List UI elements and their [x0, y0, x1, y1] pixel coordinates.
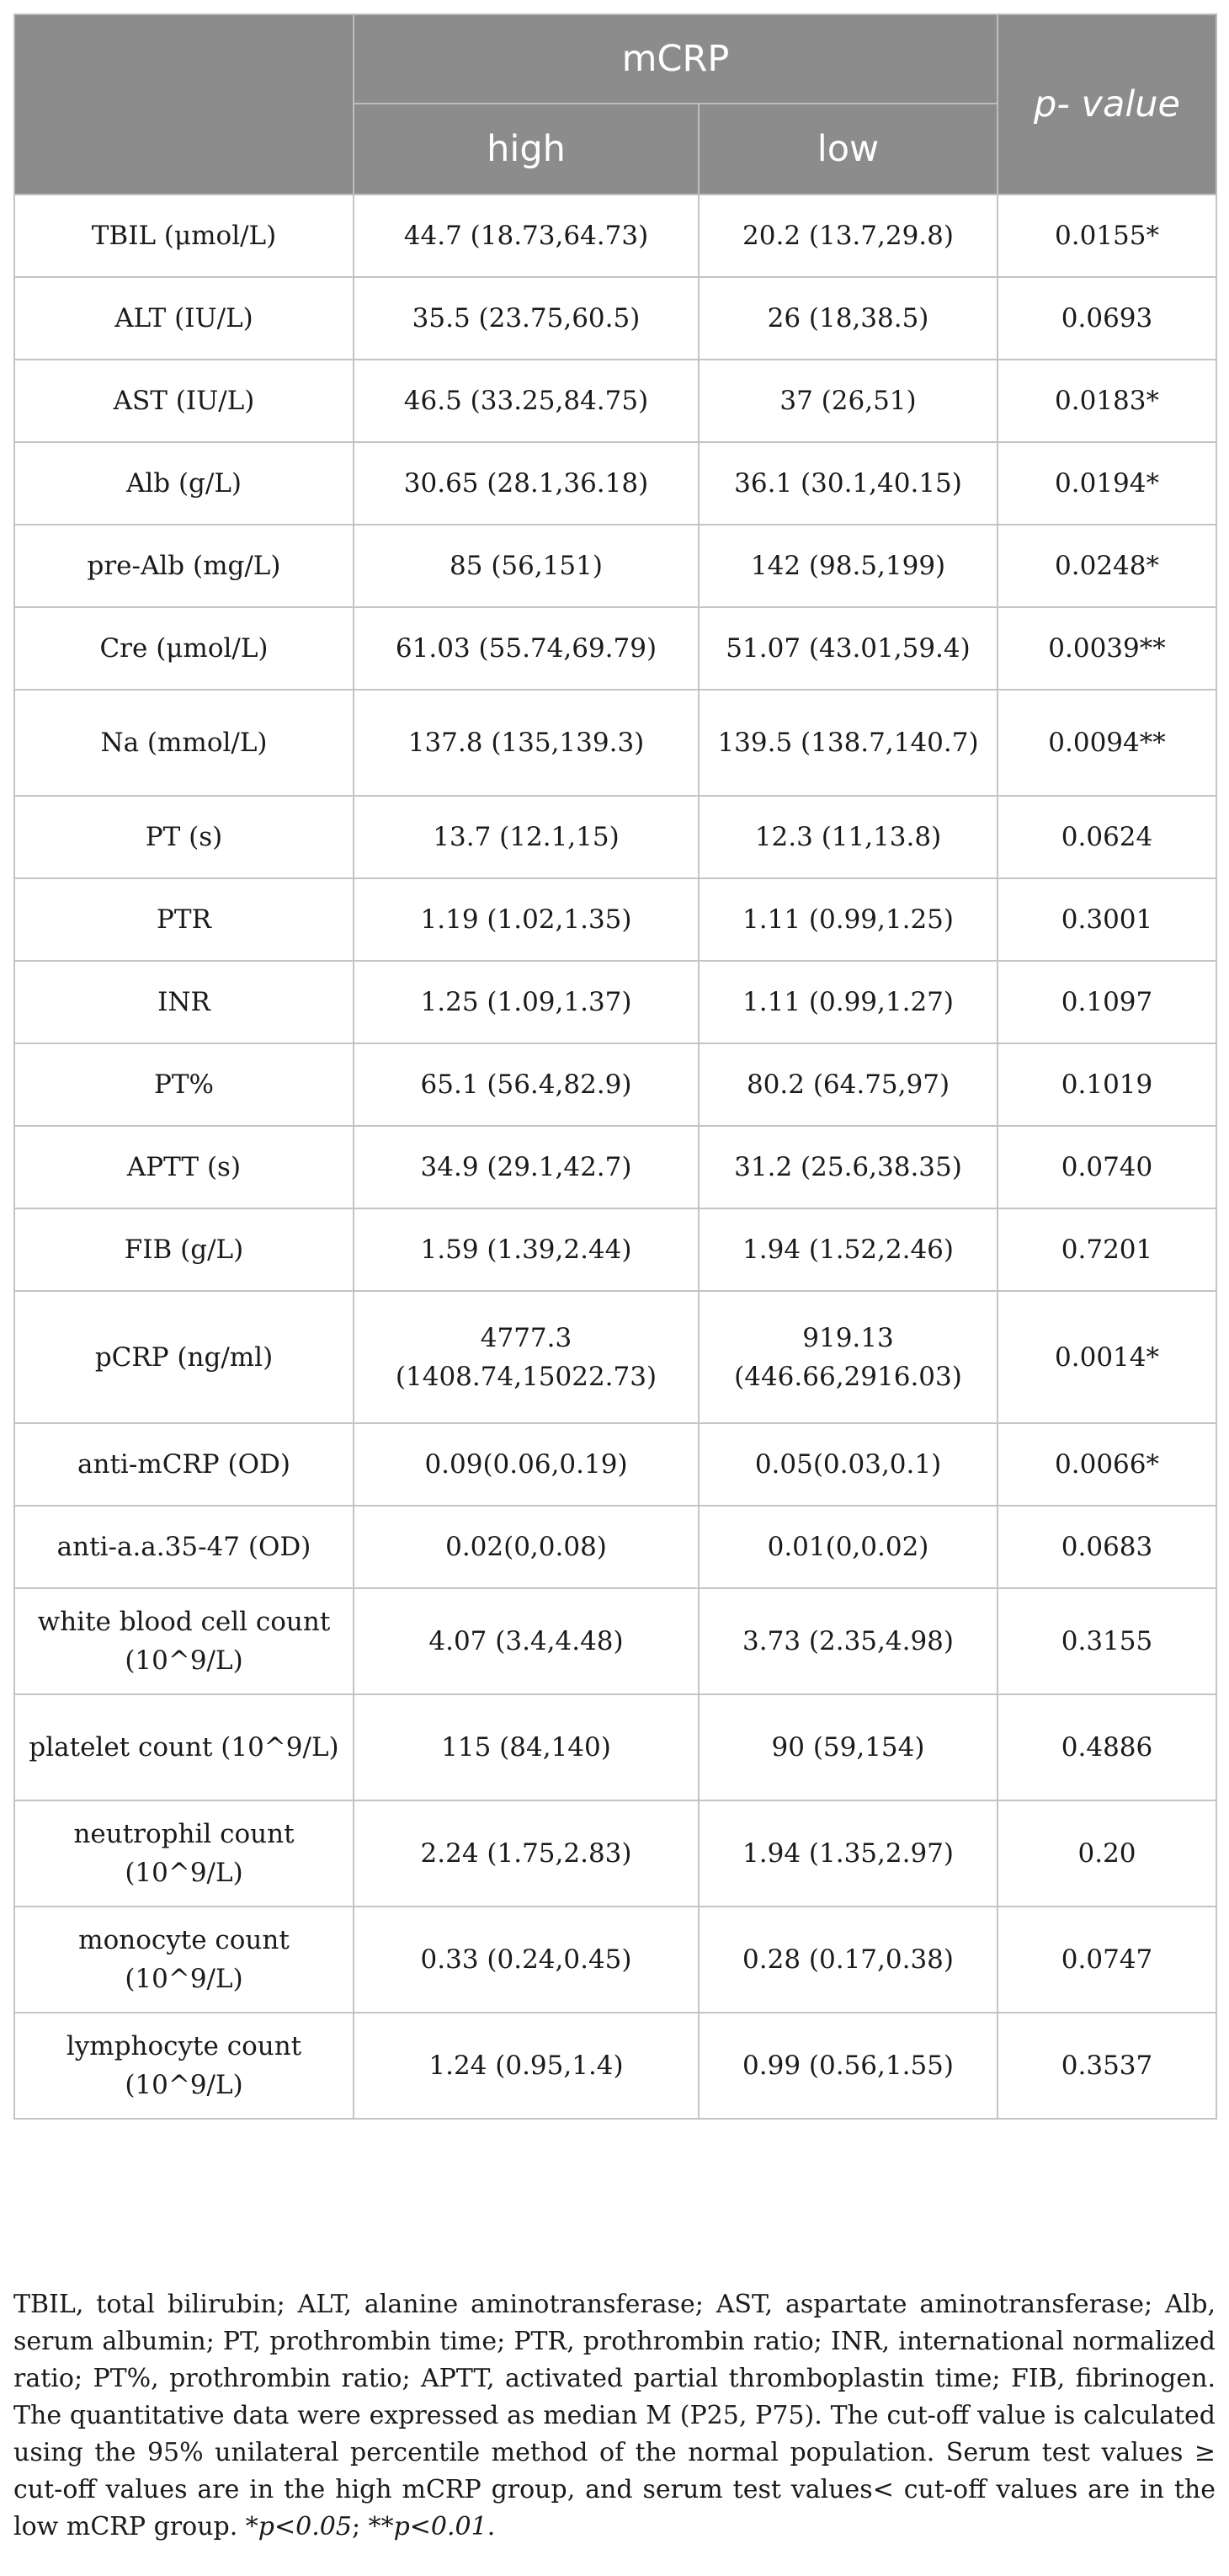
p-value: 0.0740 — [998, 1126, 1216, 1208]
table-row — [14, 1800, 1216, 1907]
high-value: 2.24 (1.75,2.83) — [354, 1800, 699, 1907]
table-row — [14, 878, 1216, 961]
p-value: 0.0693 — [998, 277, 1216, 360]
data-table — [13, 13, 1217, 2120]
table-footnote — [13, 2286, 1216, 2546]
low-value: 919.13 (446.66,2916.03) — [699, 1291, 998, 1423]
low-value: 12.3 (11,13.8) — [699, 796, 998, 878]
p-value: 0.3001 — [998, 878, 1216, 961]
header-low: low — [699, 104, 998, 195]
high-value: 65.1 (56.4,82.9) — [354, 1043, 699, 1126]
table-row — [14, 1208, 1216, 1291]
p-value: 0.20 — [998, 1800, 1216, 1907]
p-value: 0.0194* — [998, 442, 1216, 525]
low-value: 37 (26,51) — [699, 360, 998, 442]
high-value: 34.9 (29.1,42.7) — [354, 1126, 699, 1208]
low-value: 142 (98.5,199) — [699, 525, 998, 607]
table-row — [14, 1126, 1216, 1208]
row-label: PT (s) — [14, 796, 354, 878]
low-value: 31.2 (25.6,38.35) — [699, 1126, 998, 1208]
p-value: 0.0066* — [998, 1423, 1216, 1506]
table-row — [14, 442, 1216, 525]
table-row — [14, 796, 1216, 878]
table-row — [14, 525, 1216, 607]
high-value: 1.59 (1.39,2.44) — [354, 1208, 699, 1291]
table-row — [14, 195, 1216, 277]
row-label: neutrophil count (10^9/L) — [14, 1800, 354, 1907]
high-value: 1.25 (1.09,1.37) — [354, 961, 699, 1043]
row-label: PT% — [14, 1043, 354, 1126]
high-value: 61.03 (55.74,69.79) — [354, 607, 699, 690]
footnote-text: TBIL, total bilirubin; ALT, alanine aminotransferase; AST, aspartate aminotransferase; Alb, serum albumin; PT, prothrombin time; PTR, prothrombin ratio; INR, international normalized ratio; PT%, prothrombin ratio; APTT, activated partial thromboplastin time; FIB, fibrinogen. The quantitative data were expressed as median M (P25, P75). The cut-off value is calculated using the 95% unilateral percentile method of the normal population. Serum test values ≥ cut-off values are in the high mCRP group, and serum test values< cut-off values are in the low mCRP group. — [13, 2290, 1216, 2541]
high-value: 35.5 (23.75,60.5) — [354, 277, 699, 360]
high-value: 115 (84,140) — [354, 1694, 699, 1800]
high-value: 4.07 (3.4,4.48) — [354, 1588, 699, 1694]
footnote-sig2: **p<0.01 — [368, 2512, 487, 2541]
row-label: lymphocyte count (10^9/L) — [14, 2013, 354, 2119]
low-value: 0.05(0.03,0.1) — [699, 1423, 998, 1506]
low-value: 3.73 (2.35,4.98) — [699, 1588, 998, 1694]
low-value: 0.99 (0.56,1.55) — [699, 2013, 998, 2119]
low-value: 1.94 (1.52,2.46) — [699, 1208, 998, 1291]
low-value: 36.1 (30.1,40.15) — [699, 442, 998, 525]
table-row — [14, 1907, 1216, 2013]
p-value: 0.1097 — [998, 961, 1216, 1043]
high-value: 1.24 (0.95,1.4) — [354, 2013, 699, 2119]
low-value: 26 (18,38.5) — [699, 277, 998, 360]
header-group-mcrp: mCRP — [354, 14, 998, 104]
high-value: 1.19 (1.02,1.35) — [354, 878, 699, 961]
p-value: 0.7201 — [998, 1208, 1216, 1291]
row-label: INR — [14, 961, 354, 1043]
table-row — [14, 607, 1216, 690]
table-row — [14, 1588, 1216, 1694]
low-value: 1.11 (0.99,1.25) — [699, 878, 998, 961]
p-value: 0.0624 — [998, 796, 1216, 878]
table-row — [14, 1423, 1216, 1506]
row-label: anti-mCRP (OD) — [14, 1423, 354, 1506]
low-value: 90 (59,154) — [699, 1694, 998, 1800]
high-value: 13.7 (12.1,15) — [354, 796, 699, 878]
table-row — [14, 961, 1216, 1043]
low-value: 0.01(0,0.02) — [699, 1506, 998, 1588]
row-label: anti-a.a.35-47 (OD) — [14, 1506, 354, 1588]
table-row — [14, 360, 1216, 442]
row-label: Alb (g/L) — [14, 442, 354, 525]
table-header — [14, 14, 1216, 195]
p-value: 0.0683 — [998, 1506, 1216, 1588]
header-high: high — [354, 104, 699, 195]
footnote-end: . — [487, 2512, 496, 2541]
p-value: 0.3537 — [998, 2013, 1216, 2119]
p-value: 0.4886 — [998, 1694, 1216, 1800]
high-value: 4777.3 (1408.74,15022.73) — [354, 1291, 699, 1423]
high-value: 30.65 (28.1,36.18) — [354, 442, 699, 525]
p-value: 0.3155 — [998, 1588, 1216, 1694]
p-value: 0.0747 — [998, 1907, 1216, 2013]
p-value: 0.0248* — [998, 525, 1216, 607]
p-value: 0.0183* — [998, 360, 1216, 442]
table-row — [14, 277, 1216, 360]
high-value: 0.09(0.06,0.19) — [354, 1423, 699, 1506]
p-value: 0.1019 — [998, 1043, 1216, 1126]
table-row — [14, 1694, 1216, 1800]
row-label: Cre (μmol/L) — [14, 607, 354, 690]
table-row — [14, 1043, 1216, 1126]
row-label: PTR — [14, 878, 354, 961]
footnote-sig1: *p<0.05 — [245, 2512, 352, 2541]
table-body — [14, 195, 1216, 2119]
table-row — [14, 2013, 1216, 2119]
row-label: monocyte count (10^9/L) — [14, 1907, 354, 2013]
p-value: 0.0014* — [998, 1291, 1216, 1423]
p-value: 0.0039** — [998, 607, 1216, 690]
row-label: FIB (g/L) — [14, 1208, 354, 1291]
high-value: 0.02(0,0.08) — [354, 1506, 699, 1588]
row-label: TBIL (μmol/L) — [14, 195, 354, 277]
low-value: 51.07 (43.01,59.4) — [699, 607, 998, 690]
table-row — [14, 690, 1216, 796]
high-value: 0.33 (0.24,0.45) — [354, 1907, 699, 2013]
low-value: 80.2 (64.75,97) — [699, 1043, 998, 1126]
low-value: 20.2 (13.7,29.8) — [699, 195, 998, 277]
high-value: 44.7 (18.73,64.73) — [354, 195, 699, 277]
row-label: AST (IU/L) — [14, 360, 354, 442]
row-label: pre-Alb (mg/L) — [14, 525, 354, 607]
high-value: 46.5 (33.25,84.75) — [354, 360, 699, 442]
row-label: platelet count (10^9/L) — [14, 1694, 354, 1800]
low-value: 1.94 (1.35,2.97) — [699, 1800, 998, 1907]
row-label: white blood cell count (10^9/L) — [14, 1588, 354, 1694]
low-value: 1.11 (0.99,1.27) — [699, 961, 998, 1043]
header-empty-cell — [14, 14, 354, 195]
row-label: Na (mmol/L) — [14, 690, 354, 796]
footnote-sep: ; — [351, 2512, 369, 2541]
row-label: pCRP (ng/ml) — [14, 1291, 354, 1423]
row-label: APTT (s) — [14, 1126, 354, 1208]
header-p-value: p- value — [998, 14, 1216, 195]
high-value: 85 (56,151) — [354, 525, 699, 607]
low-value: 0.28 (0.17,0.38) — [699, 1907, 998, 2013]
table-wrapper — [13, 13, 1216, 2120]
row-label: ALT (IU/L) — [14, 277, 354, 360]
p-value: 0.0094** — [998, 690, 1216, 796]
high-value: 137.8 (135,139.3) — [354, 690, 699, 796]
table-row — [14, 1291, 1216, 1423]
low-value: 139.5 (138.7,140.7) — [699, 690, 998, 796]
table-row — [14, 1506, 1216, 1588]
p-value: 0.0155* — [998, 195, 1216, 277]
